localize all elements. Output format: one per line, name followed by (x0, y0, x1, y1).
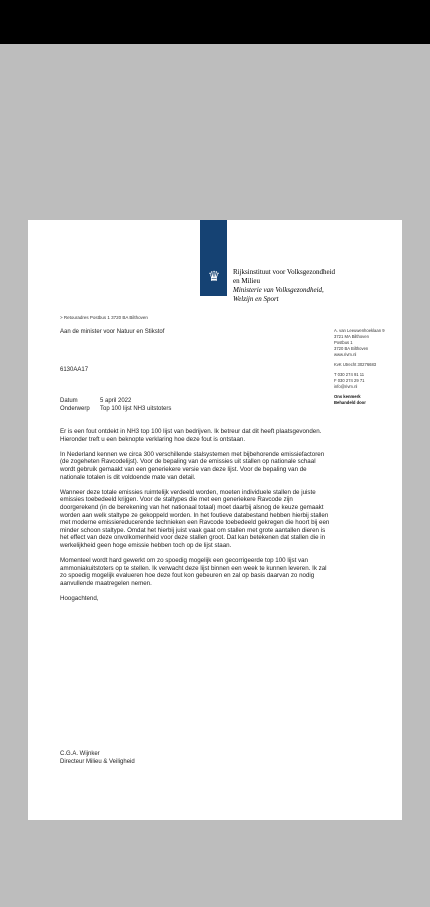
viewer-background (0, 44, 430, 907)
date-row (60, 397, 171, 405)
subject-value: Top 100 lijst NH3 uitstoters (100, 406, 172, 412)
letter-page (28, 220, 402, 820)
sender-sidebar (334, 328, 400, 406)
phone-line: T 030 274 91 11 (334, 372, 365, 377)
addressee-code: 6130AA17 (60, 367, 89, 373)
addressee (60, 328, 164, 336)
closing: Hoogachtend, (60, 595, 99, 603)
ons-kenmerk-label: Ons kenmerk (334, 394, 361, 399)
signatory-title: Directeur Milieu & Veiligheid (60, 759, 135, 765)
letter-body (60, 428, 330, 610)
email-link[interactable]: info@rivm.nl (334, 384, 358, 389)
ministry-name: Ministerie van Volksgezondheid, (233, 286, 324, 294)
paragraph: Wanneer deze totale emissies ruimtelijk verdeeld worden, moeten individuele stallen de juiste emissies toebedeeld krijgen. Voor de staltypes die met een generiekere Ravcode zijn doorgerekend (in de berekening van het nationaal totaal) moet daarbij alsnog de keuze gemaakt worden aan welk staltype ze gekoppeld worden. In het foutieve databestand hebben hierbij stallen met moderne emissiereducerende technieken een Ravcode toebedeeld gekregen die hoort bij een minder schoon staltype. Omdat het hierbij juist vaak gaat om stallen met grote aantallen dieren is het effect van deze onvolkomenheid voor deze stallen groot. Dat kan betekenen dat stallen die in werkelijkheid geen hoge emissie hebben toch op de lijst staan. (60, 488, 330, 549)
ministry-name-2: Welzijn en Sport (233, 295, 279, 303)
org-name-2: en Milieu (233, 277, 261, 285)
website-link[interactable]: www.rivm.nl (334, 352, 357, 357)
contact-details (334, 372, 400, 390)
date-label: Datum (60, 398, 78, 404)
behandeld-door-label: Behandeld door (334, 400, 366, 405)
addressee-line: Aan de minister voor Natuur en Stikstof (60, 329, 165, 335)
address-line: A. van Leeuwenhoeklaan 9 (334, 328, 385, 333)
organization-name (233, 268, 335, 304)
address-line: Postbus 1 (334, 340, 353, 345)
address-line: 3720 BA Bilthoven (334, 346, 369, 351)
return-address: > Retouradres Postbus 1 3720 BA Bilthoven (60, 315, 148, 320)
paragraph: In Nederland kennen we circa 300 verschillende stalsystemen met bijbehorende emissiefactoren (de zogeheten Ravcodelijst). Voor de bepaling van de emissies uit stallen op nationale schaal wordt gebruik gemaakt van een generiekere versie van deze lijst. Voor de bepaling van de nationale totalen is dit voldoende mate van detail. (60, 450, 325, 481)
subject-row (60, 405, 171, 413)
crest-icon: ♛ (207, 268, 221, 284)
date-value: 5 april 2022 (100, 398, 132, 404)
kvk-number: KvK Utrecht 30276683 (334, 362, 377, 367)
signature-block (60, 750, 135, 766)
fax-line: F 030 274 29 71 (334, 378, 365, 383)
subject-label: Onderwerp (60, 406, 90, 412)
signatory-name: C.G.A. Wijnker (60, 751, 100, 757)
letter-meta (60, 397, 171, 413)
address-line: 3721 MA Bilthoven (334, 334, 369, 339)
org-name: Rijksinstituut voor Volksgezondheid (233, 268, 336, 276)
sender-address (334, 328, 400, 358)
paragraph: Momenteel wordt hard gewerkt om zo spoedig mogelijk een gecorrigeerde top 100 lijst van ammoniakuitstoters op te stellen. Ik verwacht deze lijst binnen een week te kunnen leveren. Ik zal zo spoedig mogelijk evalueren hoe deze fout kon gebeuren en zal op basis daarvan zo nodig aanvullende maatregelen nemen. (60, 557, 327, 587)
paragraph: Er is een fout ontdekt in NH3 top 100 lijst van bedrijven. Ik betreur dat dit heeft plaatsgevonden. Hieronder treft u een beknopte verklaring hoe deze fout is ontstaan. (60, 428, 322, 443)
